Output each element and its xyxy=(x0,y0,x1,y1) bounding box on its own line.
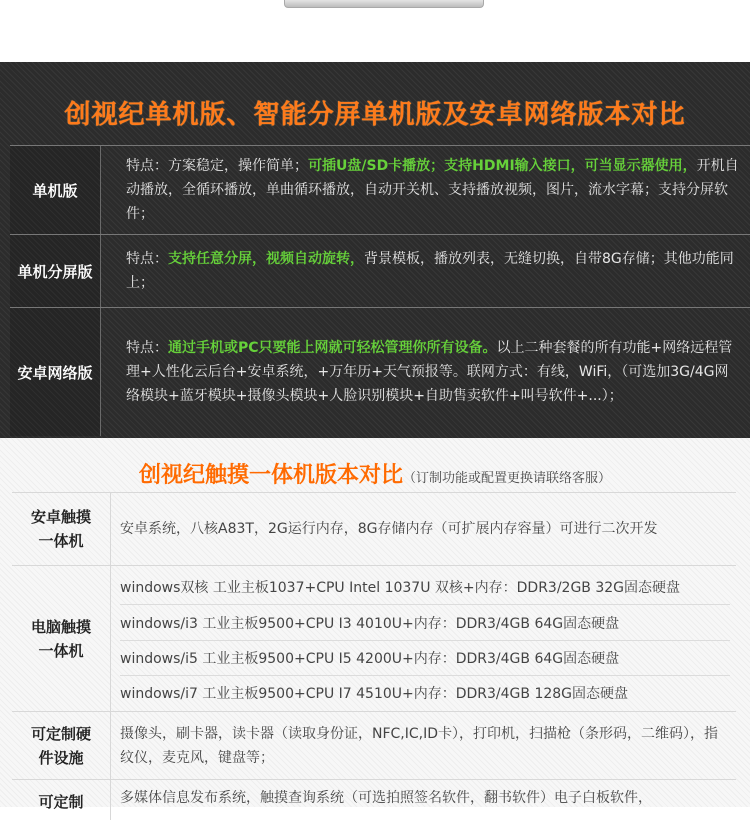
table-row xyxy=(10,235,750,307)
top-bar-graphic xyxy=(284,0,484,8)
desc-text: 特点： xyxy=(126,340,168,356)
table-row xyxy=(12,565,736,712)
row-description xyxy=(126,146,740,234)
row-description xyxy=(126,235,740,307)
row-label xyxy=(12,566,111,712)
table-row xyxy=(10,146,750,234)
row-label-text: 安卓触摸一体机 xyxy=(30,508,91,550)
spec-item: windows双核 工业主板1037+CPU Intel 1037U 双核+内存：DDR3/2GB 32G固态硬盘 xyxy=(120,570,730,605)
desc-text: 特点： xyxy=(126,251,168,267)
table-row xyxy=(12,779,736,820)
table-row xyxy=(10,308,750,436)
desc-highlight: 可插U盘/SD卡播放；支持HDMI输入接口，可当显示器使用， xyxy=(308,158,697,174)
top-strip xyxy=(0,0,750,62)
row-description: 安卓系统，八核A83T，2G运行内存，8G存储内存（可扩展内存容量）可进行二次开发 xyxy=(120,521,658,537)
row-description: 摄像头，刷卡器，读卡器（读取身份证，NFC,IC,ID卡），打印机，扫描枪（条形码，二维码），指纹仪，麦克风，键盘等； xyxy=(120,726,719,766)
desc-text: 背景模板，播放列表，无缝切换，自带8G存储；其他功能同上； xyxy=(126,251,734,291)
row-label-text: 可定制硬件设施 xyxy=(30,725,91,767)
section2-title-text: 创视纪触摸一体机版本对比 xyxy=(138,463,403,488)
spec-item: windows/i3 工业主板9500+CPU I3 4010U+内存：DDR3/4GB 64G固态硬盘 xyxy=(120,606,730,641)
table-row xyxy=(12,492,736,565)
desc-text: 以上二种套餐的所有功能+网络远程管理+人性化云后台+安卓系统，+万年历+天气预报等。联网方式：有线，WiFi，（可选加3G/4G网络模块+蓝牙模块+摄像头模块+人脸识别模块+自助售卖软件+叫号软件+...）； xyxy=(126,340,733,404)
row-label: 单机版 xyxy=(10,146,101,234)
row-label: 可定制 xyxy=(12,780,111,820)
row-label-text: 电脑触摸一体机 xyxy=(30,618,91,660)
row-description xyxy=(126,308,740,436)
table-row xyxy=(12,711,736,780)
section2-title xyxy=(0,458,750,489)
spec-item: windows/i7 工业主板9500+CPU I7 4510U+内存：DDR3/4GB 128G固态硬盘 xyxy=(120,686,629,702)
desc-text: 特点：方案稳定，操作简单； xyxy=(126,158,308,174)
section2-note: （订制功能或配置更换请联络客服） xyxy=(403,471,612,486)
spec-item: windows/i5 工业主板9500+CPU I5 4200U+内存：DDR3/4GB 64G固态硬盘 xyxy=(120,641,730,676)
row-label xyxy=(12,493,111,565)
desc-highlight: 通过手机或PC只要能上网就可轻松管理你所有设备。 xyxy=(168,340,497,356)
row-label xyxy=(12,712,111,780)
desc-highlight: 支持任意分屏，视频自动旋转， xyxy=(168,251,364,267)
row-label: 单机分屏版 xyxy=(10,235,101,307)
row-label: 安卓网络版 xyxy=(10,308,101,436)
row-description: 多媒体信息发布系统，触摸查询系统（可选拍照签名软件，翻书软件）电子白板软件， xyxy=(120,790,652,806)
desc-text: 开机自动播放，全循环播放，单曲循环播放，自动开关机、支持播放视频，图片，流水字幕；支持分屏软件； xyxy=(126,158,739,222)
section1-title: 创视纪单机版、智能分屏单机版及安卓网络版本对比 xyxy=(64,100,686,130)
